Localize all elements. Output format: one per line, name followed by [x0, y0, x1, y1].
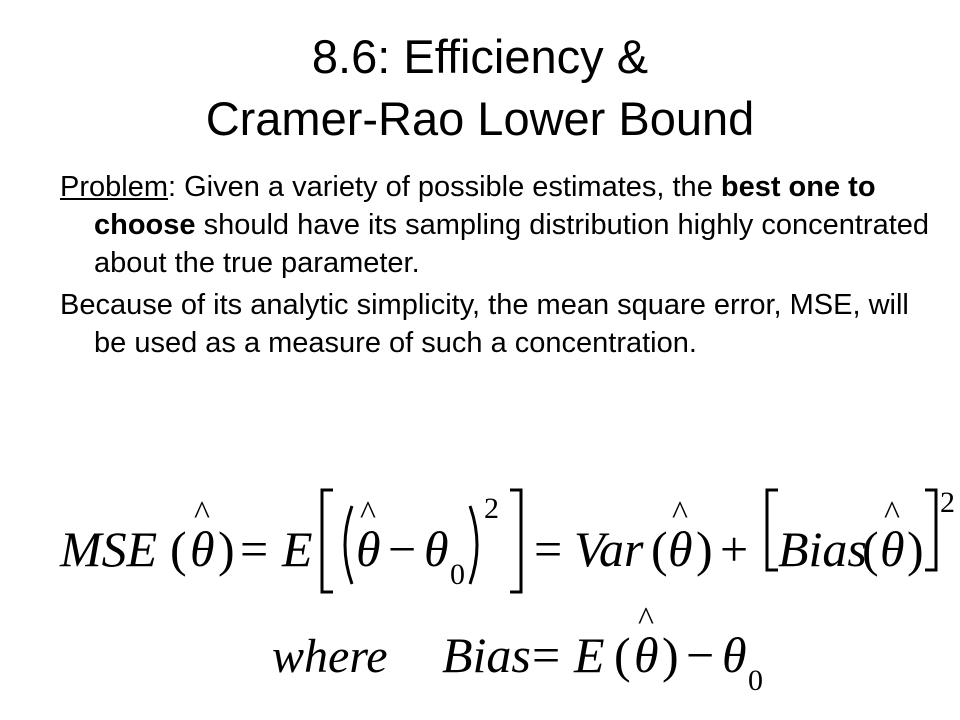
theta-zero-subscript: 0 — [450, 558, 465, 591]
mse-paragraph: Because of its analytic simplicity, the mean square error, MSE, will be used as a measure of such a concentration. — [60, 289, 909, 359]
bias-def-theta-zero-subscript: 0 — [748, 664, 763, 697]
variance-left-paren: ( — [651, 521, 668, 577]
problem-text-pre: Given a variety of possible estimates, the — [176, 171, 721, 203]
bias-def-theta: θ — [634, 627, 659, 683]
bias-def-right-paren: ) — [662, 627, 679, 683]
problem-text-post: should have its sampling distribution highly concentrated about the true parameter. — [94, 209, 930, 279]
bias-def-theta-zero: θ — [722, 627, 747, 683]
right-bracket — [510, 490, 521, 592]
variance-symbol: Var — [574, 521, 644, 577]
bias-def-E: E — [574, 627, 605, 683]
problem-colon: : — [168, 171, 177, 203]
title-line-1: 8.6: Efficiency & — [311, 30, 649, 83]
bias-left-bracket — [767, 490, 778, 570]
bias-theta-hat: ^ — [884, 495, 900, 532]
bias-left-paren: ( — [862, 521, 879, 577]
inner-right-paren — [470, 506, 477, 584]
bias-definition — [272, 601, 763, 697]
mse-equals-1: = — [240, 521, 269, 577]
left-bracket — [322, 490, 333, 592]
inner-square-exponent: 2 — [484, 492, 499, 525]
bias-def-theta-hat: ^ — [638, 601, 654, 638]
mse-theta-hat: ^ — [194, 495, 210, 532]
inner-left-paren — [345, 506, 352, 584]
variance-right-paren: ) — [696, 521, 713, 577]
where-word: where — [272, 630, 388, 683]
mse-equals-2: = — [534, 521, 563, 577]
bias-right-paren: ) — [907, 521, 924, 577]
bias-right-bracket — [925, 490, 936, 570]
inner-theta-hat: ^ — [360, 495, 376, 532]
mse-left-paren: ( — [170, 521, 187, 577]
variance-theta-hat: ^ — [672, 495, 688, 532]
bias-symbol: Bias — [778, 521, 867, 577]
mse-theta: θ — [190, 521, 215, 577]
bias-def-symbol: Bias — [442, 627, 531, 683]
mse-equation — [59, 486, 955, 592]
mse-right-paren: ) — [218, 521, 235, 577]
problem-label: Problem — [60, 171, 168, 203]
inner-minus: − — [388, 521, 417, 577]
variance-theta: θ — [668, 521, 693, 577]
plus-sign: + — [720, 521, 749, 577]
bias-square-exponent: 2 — [940, 486, 955, 519]
bias-def-equals: = — [532, 627, 561, 683]
mse-symbol: MSE — [60, 521, 158, 577]
expectation-E: E — [282, 521, 313, 577]
bias-theta: θ — [880, 521, 905, 577]
title-line-2: Cramer-Rao Lower Bound — [205, 92, 755, 145]
inner-theta: θ — [356, 521, 381, 577]
bias-def-left-paren: ( — [614, 627, 631, 683]
bias-def-minus: − — [686, 627, 715, 683]
problem-emphasis: best one to choose — [94, 171, 876, 241]
theta-zero: θ — [424, 521, 449, 577]
